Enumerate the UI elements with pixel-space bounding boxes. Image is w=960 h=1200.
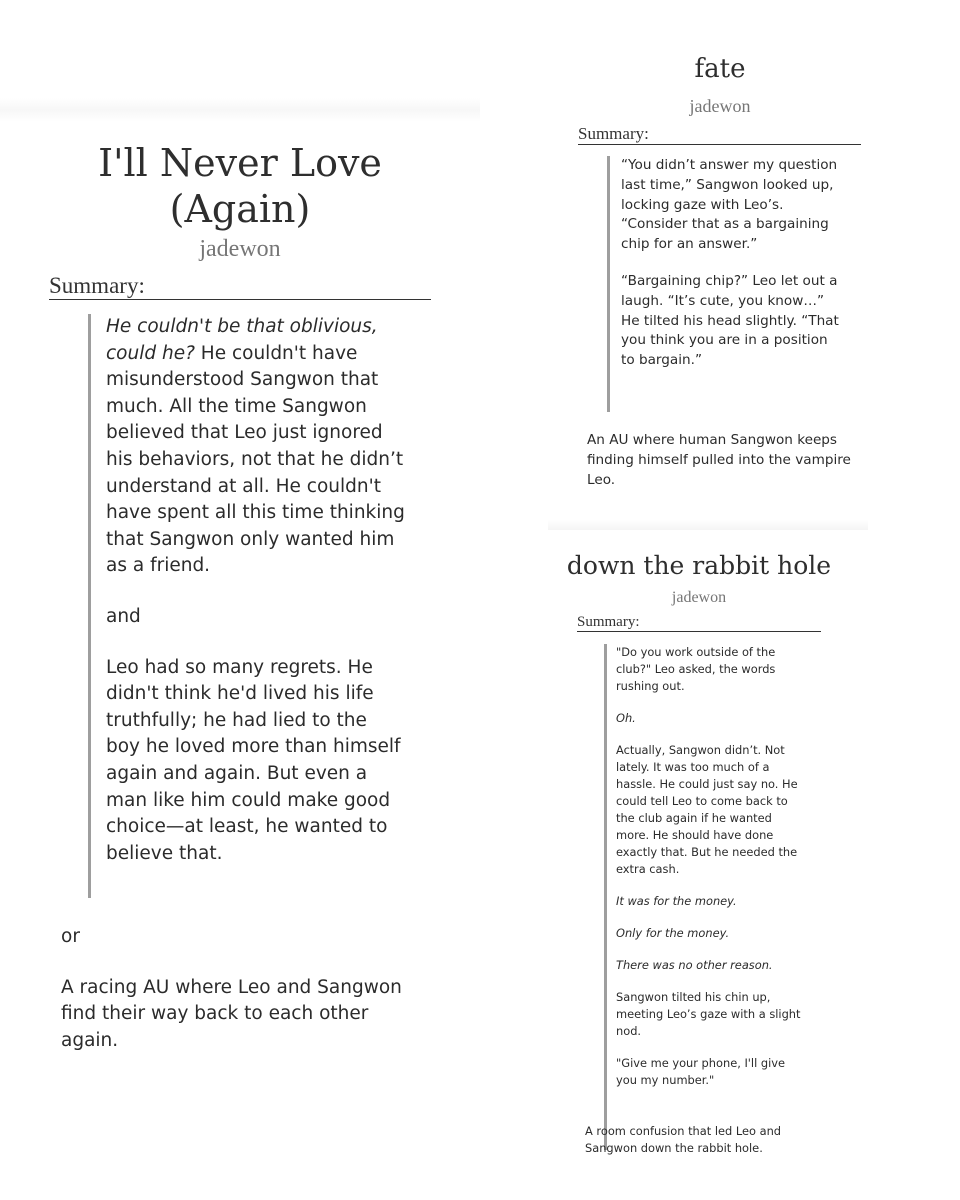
fic-card-down-the-rabbit-hole xyxy=(548,545,868,1175)
summary-paragraph: “You didn’t answer my question last time,” Sangwon looked up, locking gaze with Leo’s. “Consider that as a bargaining chip for an answer.” xyxy=(621,157,838,253)
fic-description xyxy=(585,1123,825,1157)
summary-blockquote xyxy=(604,644,806,1150)
summary-paragraph: Sangwon tilted his chin up, meeting Leo’s gaze with a slight nod. xyxy=(616,990,801,1038)
summary-paragraph: Actually, Sangwon didn’t. Not lately. It was too much of a hassle. He could just say no. He could tell Leo to come back to the club again if he wanted more. He should have done exactly that. But he needed the extra cash. xyxy=(616,743,798,876)
summary-paragraph xyxy=(106,314,406,580)
fic-title: down the rabbit hole xyxy=(566,551,832,580)
fic-author: jadewon xyxy=(671,589,727,606)
au-description: A racing AU where Leo and Sangwon find their way back to each other again. xyxy=(61,976,402,1051)
summary-paragraph: and xyxy=(106,605,141,627)
summary-label: Summary: xyxy=(577,613,821,632)
card-shadow xyxy=(548,520,868,530)
summary-paragraph: "Do you work outside of the club?" Leo asked, the words rushing out. xyxy=(616,645,776,693)
summary-paragraph: It was for the money. xyxy=(616,894,737,908)
summary-paragraph: There was no other reason. xyxy=(616,958,773,972)
summary-paragraph: Oh. xyxy=(616,711,636,725)
summary-paragraph: Leo had so many regrets. He didn't think he'd lived his life truthfully; he had lied to the boy he loved more than himself again and again. But even a man like him could make good choice—at least, he wanted to believe that. xyxy=(106,656,401,864)
card-shadow xyxy=(0,98,480,122)
fic-title: fate xyxy=(694,54,746,84)
summary-italic-text: He couldn't be that oblivious, could he? xyxy=(106,316,378,364)
au-description: A room confusion that led Leo and Sangwon down the rabbit hole. xyxy=(585,1124,782,1155)
summary-text: He couldn't have misunderstood Sangwon that much. All the time Sangwon believed that Leo just ignored his behaviors, not that he didn’t understand at all. He couldn't have spent all this time thinking that Sangwon only wanted him as a friend. xyxy=(106,342,405,577)
fic-card-fate xyxy=(548,40,868,530)
fic-description xyxy=(61,924,421,1078)
summary-label: Summary: xyxy=(49,273,431,300)
fic-description xyxy=(587,430,857,490)
fic-author: jadewon xyxy=(199,236,281,262)
or-separator: or xyxy=(61,926,80,947)
au-description: An AU where human Sangwon keeps finding himself pulled into the vampire Leo. xyxy=(587,432,851,488)
summary-paragraph: Only for the money. xyxy=(616,926,730,940)
fic-title: I'll Never Love (Again) xyxy=(98,141,382,231)
summary-paragraph: “Bargaining chip?” Leo let out a laugh. “It’s cute, you know…” He tilted his head slightly. “That you think you are in a position to bargain.” xyxy=(621,272,839,369)
summary-label: Summary: xyxy=(578,124,861,145)
summary-blockquote xyxy=(88,314,406,898)
fic-author: jadewon xyxy=(689,96,751,116)
summary-blockquote xyxy=(607,156,839,412)
summary-paragraph: "Give me your phone, I'll give you my number." xyxy=(616,1056,786,1087)
